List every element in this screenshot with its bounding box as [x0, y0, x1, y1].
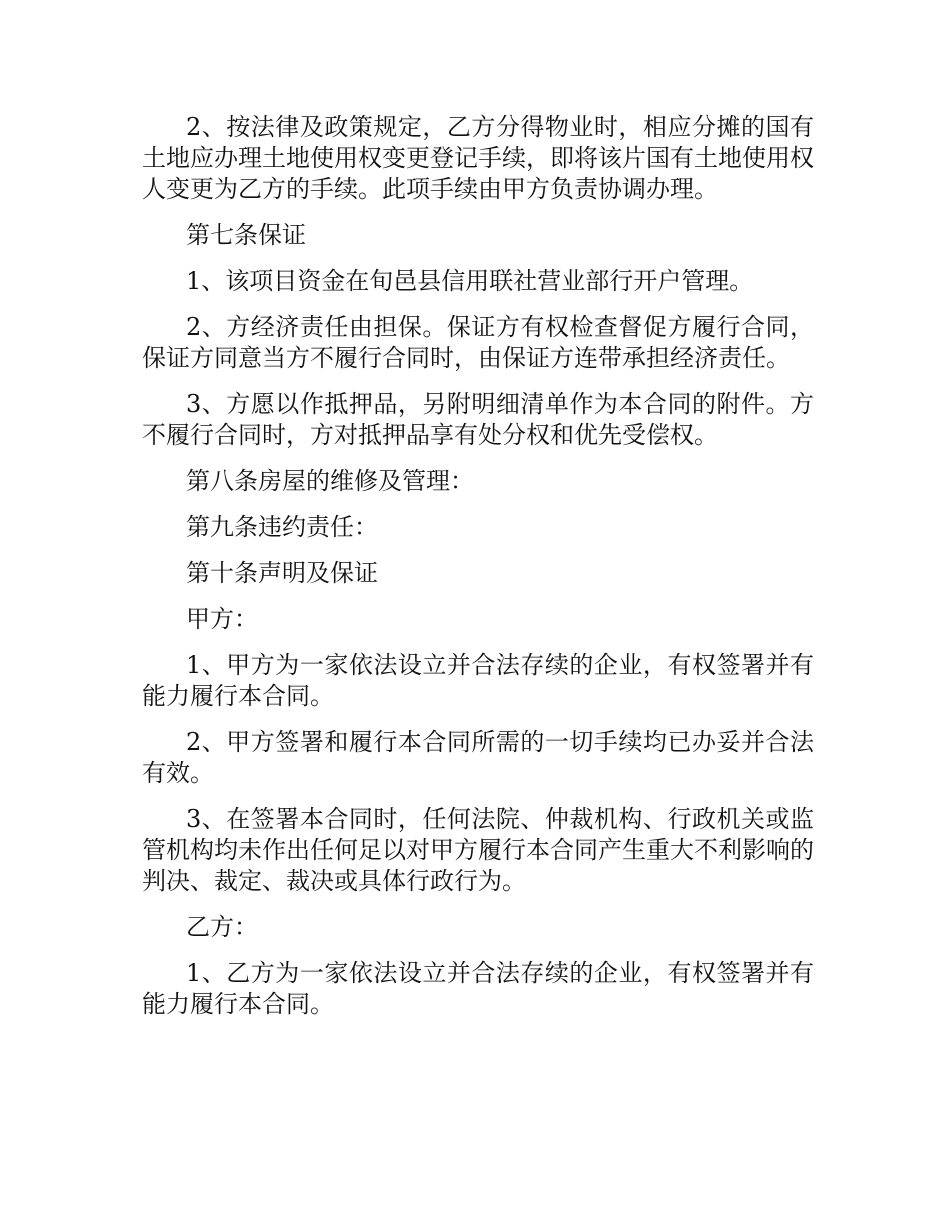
paragraph-collateral: 3、方愿以作抵押品，另附明细清单作为本合同的附件。方不履行合同时，方对抵押品享有处分权和优先受偿权。: [142, 390, 814, 449]
paragraph-project-funds: 1、该项目资金在旬邑县信用联社营业部行开户管理。: [186, 267, 754, 295]
heading-article-10: 第十条声明及保证: [186, 559, 378, 587]
paragraph-land-use-rights: 2、按法律及政策规定，乙方分得物业时，相应分摊的国有土地应办理土地使用权变更登记手续，即将该片国有土地使用权人变更为乙方的手续。此项手续由甲方负责协调办理。: [142, 113, 814, 203]
party-a-clause-1: 1、甲方为一家依法设立并合法存续的企业，有权签署并有能力履行本合同。: [142, 651, 814, 710]
party-a-clause-3: 3、在签署本合同时，任何法院、仲裁机构、行政机关或监管机构均未作出任何足以对甲方履行本合同产生重大不利影响的判决、裁定、裁决或具体行政行为。: [142, 805, 814, 895]
heading-article-9: 第九条违约责任：: [186, 513, 378, 541]
document-body: [142, 112, 814, 1035]
party-b-label: 乙方：: [186, 913, 258, 941]
party-a-label: 甲方：: [186, 605, 258, 633]
party-a-clause-2: 2、甲方签署和履行本合同所需的一切手续均已办妥并合法有效。: [142, 728, 814, 787]
paragraph-guarantee: 2、方经济责任由担保。保证方有权检查督促方履行合同，保证方同意当方不履行合同时，由保证方连带承担经济责任。: [142, 313, 814, 372]
heading-article-8: 第八条房屋的维修及管理：: [186, 467, 474, 495]
party-b-clause-1: 1、乙方为一家依法设立并合法存续的企业，有权签署并有能力履行本合同。: [142, 959, 814, 1018]
heading-article-7: 第七条保证: [186, 221, 306, 249]
